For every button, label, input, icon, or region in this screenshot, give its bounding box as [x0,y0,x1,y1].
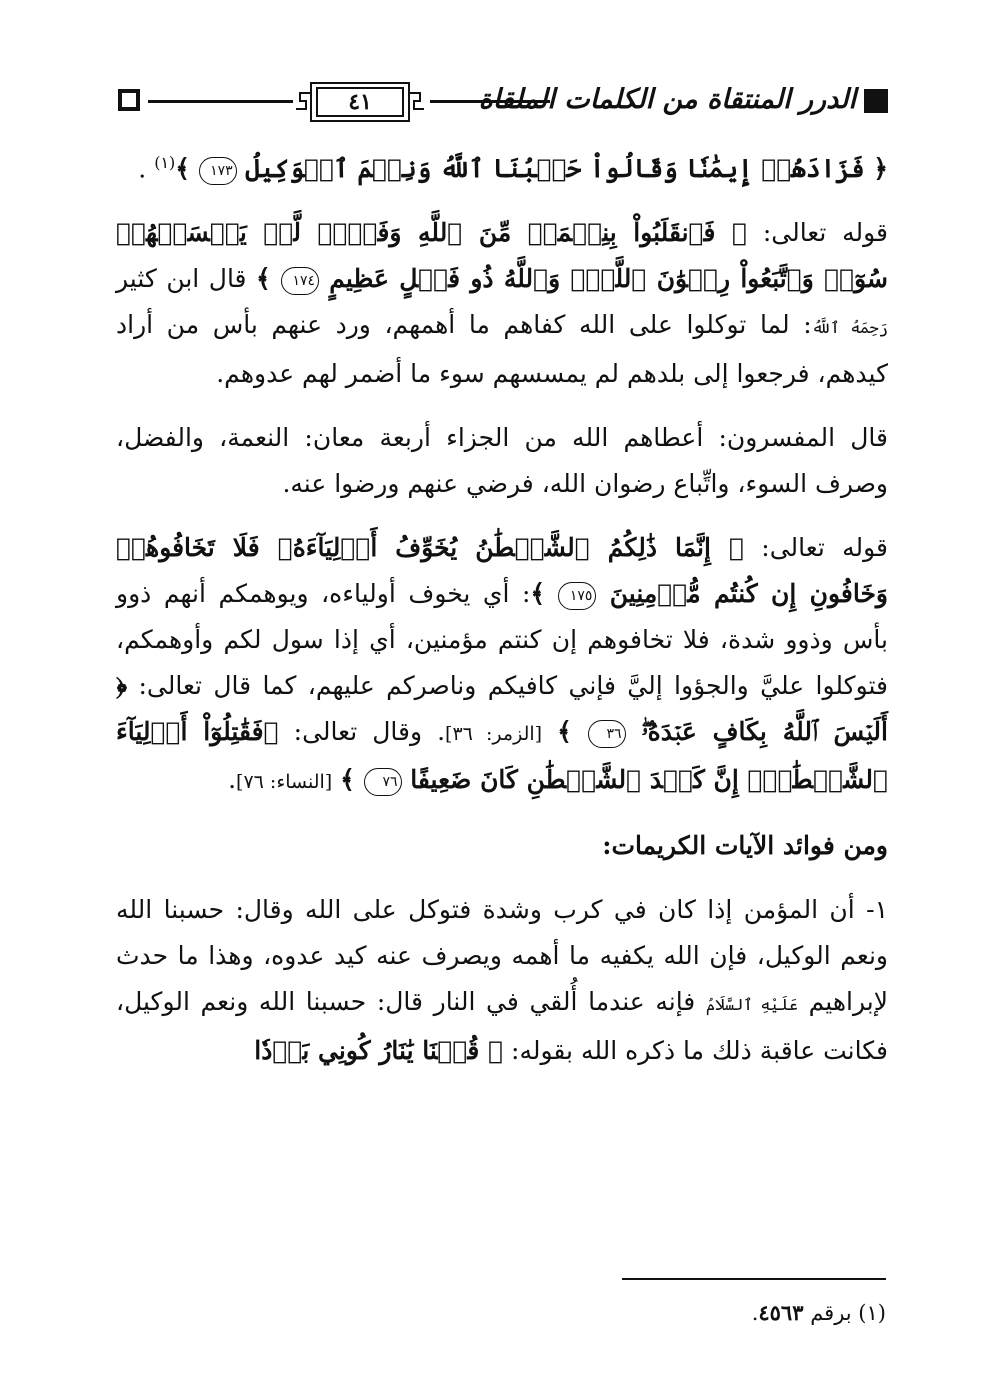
honorific: عَلَيْهِ ٱلسَّلَامُ [705,995,799,1015]
footnote-label: (١) برقم [810,1301,886,1325]
page-header [118,80,888,124]
book-title: الدرر المنتقاة من الكلمات الملقاة [478,84,856,115]
close-bracket: ﴾ [175,154,190,184]
open-bracket: ﴿ [116,671,128,701]
intro-text: قوله تعالى: [762,218,888,248]
ayah-number: ١٧٤ [281,267,319,295]
commentary-text: . وقال تعالى: [293,717,446,747]
verse-text: فَزَادَهُمۡ إِيمَٰنٗا وَقَالُواْ حَسۡبُنَا ٱللَّهُ وَنِعۡمَ ٱلۡوَكِيلُ [245,154,865,184]
open-bracket: ﴿ [488,1036,504,1066]
page-body [116,140,888,1074]
close-bracket: ﴾ [340,765,355,795]
section-heading: ومن فوائد الآيات الكريمات: [602,831,888,861]
paragraph-benefit-1 [116,887,888,1074]
open-bracket: ﴿ [729,533,745,563]
header-rule-left [148,100,293,103]
period: . [228,765,237,795]
quran-verse [175,154,888,183]
commentary-text: : أي يخوف أولياءه، ويوهمكم أنهم ذوو بأس وذوو شدة، فلا تخافوهم إن كنتم مؤمنين، أي إذا سول لكم وأوهمكم، فتوكلوا عليَّ والجؤوا إليَّ فإني كافيكم وناصركم عليهم، كما قال تعالى: [116,579,888,701]
close-bracket: ﴾ [530,579,546,609]
frame-knot-ornament [296,90,310,112]
paragraph-verse-175 [116,525,888,805]
open-bracket: ﴿ [732,218,748,248]
footnote [752,1300,886,1325]
surah-reference: [الزمر: ٣٦] [445,723,543,746]
honorific: رَحِمَهُ ٱللَّهُ [811,318,888,338]
benefit-text: ١- أن المؤمن إذا كان في كرب وشدة فتوكل على الله وقال: حسبنا الله ونعم الوكيل، فإن الله يكفيه ما أهمه ويصرف عنه كيد عدوه، وهذا ما حدث لإبراهيم [116,895,888,1017]
verse-text: قُلۡنَا يَٰنَارُ كُونِي بَرۡدٗا [254,1036,480,1066]
benefit-text: فإنه عندما أُلقي في النار قال: حسبنا الله ونعم الوكيل، فكانت عاقبة ذلك ما ذكره الله بقوله: [116,987,888,1066]
intro-text: قوله تعالى: [761,533,888,563]
page-number: ٤١ [316,87,404,117]
ayah-number: ١٧٣ [199,157,237,185]
footnote-separator [622,1278,886,1280]
paragraph-verse-174 [116,210,888,397]
page-number-frame [296,80,426,124]
quran-verse [254,1036,503,1065]
period: . [751,1301,759,1325]
surah-reference: [النساء: ٧٦] [236,771,333,794]
verse-text: فَقَٰتِلُوٓاْ أَوۡلِيَآءَ ٱلشَّيۡطَٰنِۖ إِنَّ كَيۡدَ ٱلشَّيۡطَٰنِ كَانَ ضَعِيفًا [116,717,888,795]
header-ornament-square-outline [118,89,140,111]
hadith-number: ٤٥٦٣ [758,1300,804,1325]
paragraph-commentators: قال المفسرون: أعطاهم الله من الجزاء أربعة معان: النعمة، والفضل، وصرف السوء، واتِّباع رضوان الله، فرضي عنهم ورضوا عنه. [116,423,888,499]
commentary-text: قال ابن كثير [116,264,247,294]
open-bracket: ﴿ [263,717,279,747]
header-ornament-square-filled [864,89,888,113]
ayah-number: ١٧٥ [558,582,596,610]
close-bracket: ﴾ [256,264,271,294]
ayah-number: ٣٦ [588,720,626,748]
verse-text: فَٱنقَلَبُواْ بِنِعۡمَةٖ مِّنَ ٱللَّهِ وَفَضۡلٖ لَّمۡ يَمۡسَسۡهُمۡ سُوٓءٞ وَٱتَّبَعُواْ رِضۡوَٰنَ ٱللَّهِۗ وَٱللَّهُ ذُو فَضۡلٍ عَظِيمٍ [116,218,888,294]
paragraph-verse-173 [116,140,888,192]
close-bracket: ﴾ [557,717,572,747]
verse-text: أَلَيۡسَ ٱللَّهُ بِكَافٍ عَبۡدَهُۥۖ [641,717,888,747]
footnote-marker: (١) [154,153,176,172]
period: . [138,154,147,184]
open-bracket: ﴿ [873,154,888,184]
ayah-number: ٧٦ [364,768,402,796]
commentary-text: : لما توكلوا على الله كفاهم ما أهمهم، ورد عنهم بأس من أراد كيدهم، فرجعوا إلى بلدهم لم يمسسهم سوء ما أضمر لهم عدوهم. [116,310,888,389]
verse-text: إِنَّمَا ذَٰلِكُمُ ٱلشَّيۡطَٰنُ يُخَوِّفُ أَوۡلِيَآءَهُۥ فَلَا تَخَافُوهُمۡ وَخَافُونِ إِن كُنتُم مُّؤۡمِنِينَ [116,533,888,609]
frame-knot-ornament [410,90,424,112]
